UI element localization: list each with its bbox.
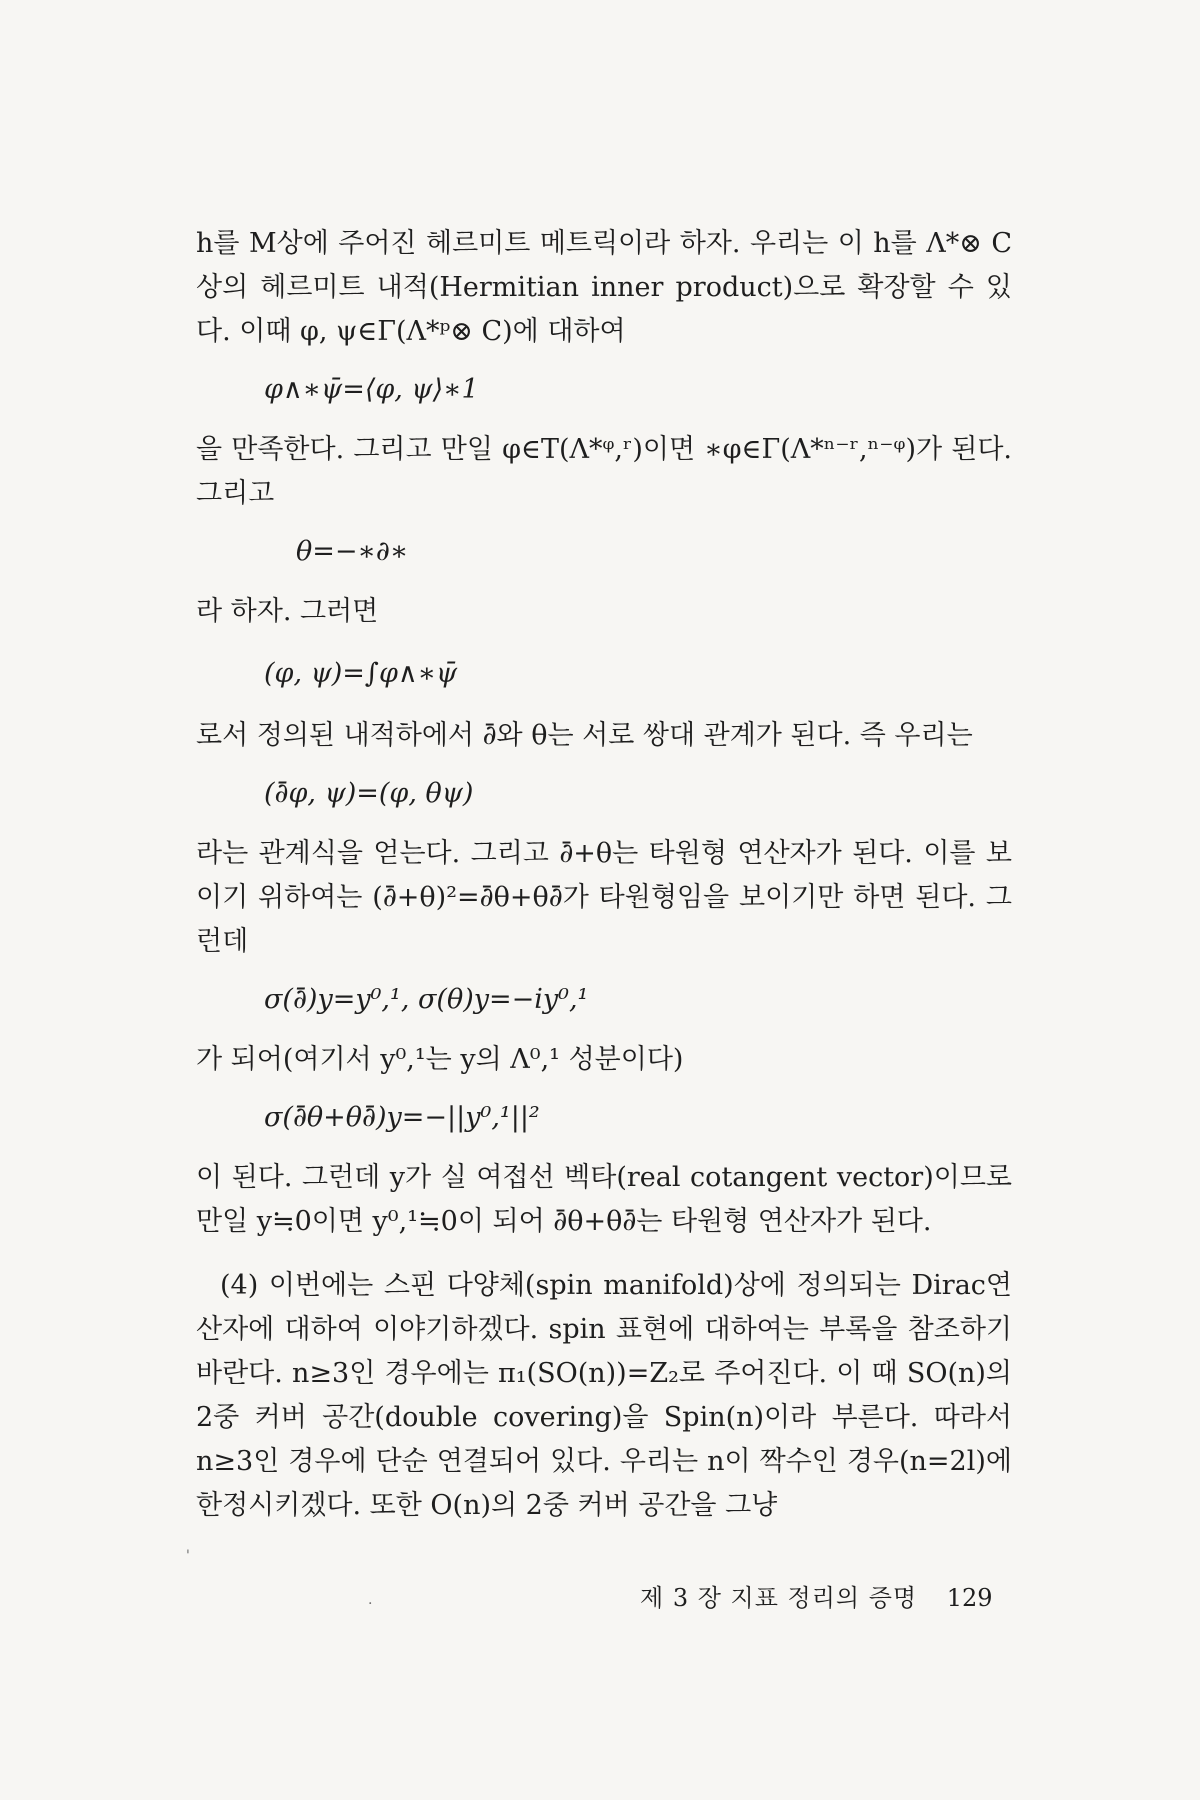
scan-speck: ' [186, 1548, 190, 1564]
paragraph-hodge-star: 을 만족한다. 그리고 만일 φ∈T(Λ*ᵠ,ʳ)이면 ∗φ∈Γ(Λ*ⁿ⁻ʳ,ⁿ⁻ᵠ)가 된다. 그리고 [196, 434, 1012, 509]
page-footer [640, 1578, 1012, 1613]
paragraph-cotangent-conclusion: 이 된다. 그런데 y가 실 여접선 벡타(real cotangent vector)이므로 만일 y≒0이면 y⁰,¹≒0이 되어 ∂̄θ+θ∂̄는 타원형 연산자가 된다. [196, 1162, 1012, 1237]
page-number: 129 [946, 1584, 993, 1612]
paragraph-elliptic-operator: 라는 관계식을 얻는다. 그리고 ∂̄+θ는 타원형 연산자가 된다. 이를 보이기 위하여는 (∂̄+θ)²=∂̄θ+θ∂̄가 타원형임을 보이기만 하면 된다. 그런데 [196, 838, 1012, 957]
equation-laplacian-symbol: σ(∂̄θ+θ∂̄)y=−||y⁰,¹||² [264, 1102, 540, 1133]
paragraph-hermitian-metric: h를 M상에 주어진 헤르미트 메트릭이라 하자. 우리는 이 h를 Λ*⊗ C상의 헤르미트 내적(Hermitian inner product)으로 확장할 수 있다. 이때 φ, ψ∈Γ(Λ*ᵖ⊗ C)에 대하여 [196, 228, 1012, 347]
paragraph-component-note: 가 되어(여기서 y⁰,¹는 y의 Λ⁰,¹ 성분이다) [196, 1044, 684, 1075]
paragraph-dirac-section: (4) 이번에는 스핀 다양체(spin manifold)상에 정의되는 Dirac연산자에 대하여 이야기하겠다. spin 표현에 대하여는 부록을 참조하기 바란다. n≥3인 경우에는 π₁(SO(n))=Z₂로 주어진다. 이 때 SO(n)의 2중 커버 공간(double covering)을 Spin(n)이라 부른다. 따라서 n≥3인 경우에 단순 연결되어 있다. 우리는 n이 짝수인 경우(n=2l)에 한정시키겠다. 또한 O(n)의 2중 커버 공간을 그냥 [196, 1270, 1012, 1521]
scan-speck: . [368, 1592, 373, 1608]
equation-symbols: σ(∂̄)y=y⁰,¹, σ(θ)y=−iy⁰,¹ [264, 984, 589, 1015]
equation-integral-inner-product: (φ, ψ)=∫φ∧∗ψ̄ [264, 658, 458, 689]
paragraph-then: 라 하자. 그러면 [196, 596, 379, 627]
equation-theta-definition: θ=−∗∂∗ [296, 536, 409, 567]
main-text [196, 222, 1012, 1528]
paragraph-dual-relation: 로서 정의된 내적하에서 ∂̄와 θ는 서로 쌍대 관계가 된다. 즉 우리는 [196, 720, 973, 751]
equation-inner-product: φ∧∗ψ̄=⟨φ, ψ⟩∗1 [264, 374, 479, 405]
chapter-title: 제 3 장 지표 정리의 증명 [640, 1584, 918, 1612]
equation-adjoint: (∂̄φ, ψ)=(φ, θψ) [264, 778, 474, 809]
